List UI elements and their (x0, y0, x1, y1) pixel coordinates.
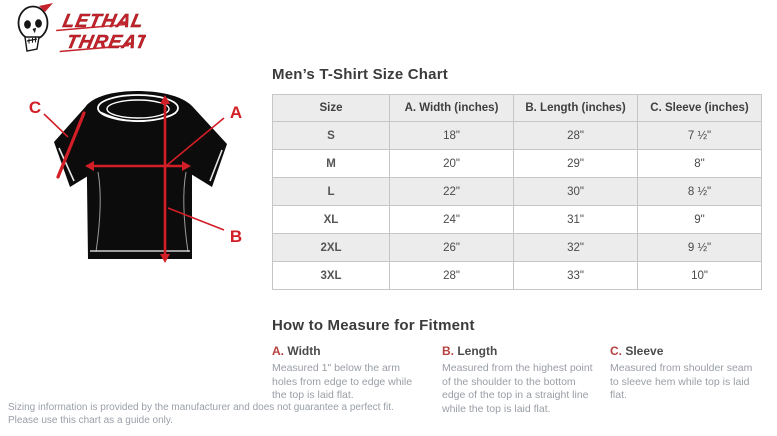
brand-line2: THREAT (64, 32, 146, 53)
width-cell: 22" (390, 178, 514, 206)
tshirt-diagram-icon (10, 82, 260, 287)
sleeve-cell: 7 ½" (638, 122, 762, 150)
table-row (273, 262, 762, 290)
length-cell: 33" (514, 262, 638, 290)
skull-icon (19, 3, 54, 51)
size-chart-table (272, 94, 762, 290)
sleeve-cell: 8" (638, 150, 762, 178)
measure-item-length (442, 344, 610, 416)
measure-head-width (272, 344, 428, 358)
sleeve-cell: 9" (638, 206, 762, 234)
size-cell: XL (273, 206, 390, 234)
size-chart-section (272, 66, 764, 416)
table-row (273, 234, 762, 262)
measure-name: Width (287, 344, 321, 358)
measure-text-width: Measured 1" below the arm holes from edge to edge while the top is laid flat. (272, 362, 413, 401)
table-row (273, 206, 762, 234)
diagram-label-b: B (229, 227, 243, 246)
diagram-label-a: A (229, 103, 243, 122)
disclaimer-line2: Please use this chart as a guide only. (8, 415, 173, 426)
table-row (273, 178, 762, 206)
size-cell: L (273, 178, 390, 206)
size-cell: S (273, 122, 390, 150)
width-cell: 20" (390, 150, 514, 178)
width-cell: 24" (390, 206, 514, 234)
measure-name: Length (457, 344, 498, 358)
size-cell: 2XL (273, 234, 390, 262)
measure-head-length (442, 344, 596, 358)
length-cell: 30" (514, 178, 638, 206)
measure-text-sleeve: Measured from shoulder seam to sleeve hem while top is laid flat. (610, 362, 753, 401)
measure-letter: B. (442, 344, 454, 358)
measure-letter: C. (610, 344, 622, 358)
measure-title: How to Measure for Fitment (272, 317, 475, 334)
brand-logo (12, 3, 146, 62)
width-cell: 28" (390, 262, 514, 290)
col-header-length: B. Length (inches) (514, 95, 638, 122)
table-header-row (273, 95, 762, 122)
tshirt-measurement-diagram (10, 82, 260, 292)
sleeve-cell: 8 ½" (638, 178, 762, 206)
length-cell: 28" (514, 122, 638, 150)
measure-item-sleeve (610, 344, 764, 416)
col-header-width: A. Width (inches) (390, 95, 514, 122)
measure-letter: A. (272, 344, 284, 358)
measure-name: Sleeve (625, 344, 664, 358)
table-row (273, 122, 762, 150)
disclaimer-line1: Sizing information is provided by the manufacturer and does not guarantee a perfect fit. (8, 402, 394, 413)
sleeve-cell: 10" (638, 262, 762, 290)
col-header-sleeve: C. Sleeve (inches) (638, 95, 762, 122)
size-chart-title: Men’s T-Shirt Size Chart (272, 66, 448, 83)
sizing-disclaimer (8, 401, 394, 427)
measure-head-sleeve (610, 344, 764, 358)
length-cell: 29" (514, 150, 638, 178)
length-cell: 31" (514, 206, 638, 234)
size-cell: M (273, 150, 390, 178)
diagram-label-c: C (28, 98, 42, 117)
lethal-threat-logo-icon (12, 3, 146, 57)
size-cell: 3XL (273, 262, 390, 290)
table-row (273, 150, 762, 178)
col-header-size: Size (273, 95, 390, 122)
brand-line1: LETHAL (60, 11, 146, 32)
width-cell: 18" (390, 122, 514, 150)
width-cell: 26" (390, 234, 514, 262)
sleeve-cell: 9 ½" (638, 234, 762, 262)
measure-text-length: Measured from the highest point of the shoulder to the bottom edge of the top in a straight line while the top is laid flat. (442, 362, 593, 415)
length-cell: 32" (514, 234, 638, 262)
